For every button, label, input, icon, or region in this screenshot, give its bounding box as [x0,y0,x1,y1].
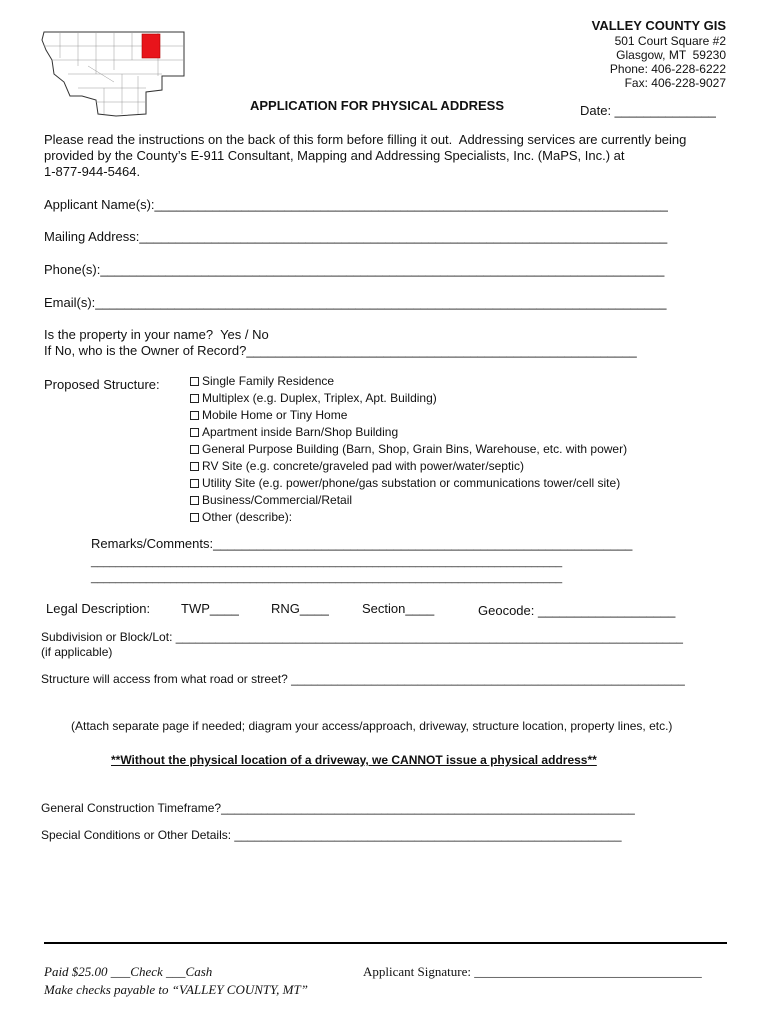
intro-line-3: 1-877-944-5464. [44,164,141,179]
org-phone: Phone: 406-228-6222 [609,62,726,76]
checkbox-icon[interactable] [190,411,199,420]
checkbox-icon[interactable] [190,428,199,437]
applicant-name-field[interactable]: Applicant Name(s):_______________________________________________________________________ [44,197,668,212]
structure-option[interactable]: General Purpose Building (Barn, Shop, Grain Bins, Warehouse, etc. with power) [190,442,627,456]
attach-note: (Attach separate page if needed; diagram your access/approach, driveway, structure location, property lines, etc.) [71,719,673,733]
payment-line[interactable]: Paid $25.00 ___Check ___Cash [44,964,213,979]
org-address1: 501 Court Square #2 [614,34,726,48]
montana-county-map-icon [38,30,186,118]
intro-line-1: Please read the instructions on the back of this form before filling it out. Addressing services are currently being [44,132,687,147]
phone-field[interactable]: Phone(s):______________________________________________________________________________ [44,262,665,277]
structure-option[interactable]: Mobile Home or Tiny Home [190,408,347,422]
org-name: VALLEY COUNTY GIS [591,18,726,33]
legal-description-label: Legal Description: [46,601,151,616]
if-applicable-note: (if applicable) [41,645,113,659]
checkbox-icon[interactable] [190,496,199,505]
mailing-address-field[interactable]: Mailing Address:_________________________________________________________________________ [44,229,668,244]
remarks-line-3[interactable]: _____________________________________________________________________________ [91,572,563,584]
checkbox-icon[interactable] [190,513,199,522]
divider [44,942,727,944]
checkbox-icon[interactable] [190,445,199,454]
property-ownership-question: Is the property in your name? Yes / No [44,327,269,342]
org-fax: Fax: 406-228-9027 [624,76,726,90]
special-conditions-field[interactable]: Special Conditions or Other Details: __________________________________________________________ [41,828,622,842]
geocode-field[interactable]: Geocode: ___________________ [478,603,676,618]
highlighted-county [142,34,160,58]
section-field[interactable]: Section____ [362,601,435,616]
subdivision-field[interactable]: Subdivision or Block/Lot: ____________________________________________________________________________ [41,630,683,644]
structure-option[interactable]: Single Family Residence [190,374,334,388]
access-road-field[interactable]: Structure will access from what road or street? ___________________________________________________________ [41,672,685,686]
structure-option[interactable]: Apartment inside Barn/Shop Building [190,425,398,439]
form-title: APPLICATION FOR PHYSICAL ADDRESS [250,98,505,113]
email-field[interactable]: Email(s):_______________________________________________________________________________ [44,295,667,310]
org-address2: Glasgow, MT 59230 [616,48,726,62]
checks-payable-note: Make checks payable to “VALLEY COUNTY, MT” [44,982,308,997]
owner-of-record-field[interactable]: If No, who is the Owner of Record?______________________________________________________ [44,343,637,358]
checkbox-icon[interactable] [190,394,199,403]
checkbox-icon[interactable] [190,479,199,488]
applicant-signature-field[interactable]: Applicant Signature: ___________________________________ [363,964,702,979]
remarks-line-2[interactable]: _____________________________________________________________________________ [91,556,563,568]
date-field[interactable]: Date: ______________ [580,103,716,118]
intro-line-2: provided by the County’s E-911 Consultant, Mapping and Addressing Specialists, Inc. (MaPS, Inc.) at [44,148,625,163]
checkbox-icon[interactable] [190,377,199,386]
structure-option[interactable]: Other (describe): [190,510,292,524]
rng-field[interactable]: RNG____ [271,601,329,616]
structure-option[interactable]: Multiplex (e.g. Duplex, Triplex, Apt. Building) [190,391,437,405]
proposed-structure-label: Proposed Structure: [44,377,160,392]
checkbox-icon[interactable] [190,462,199,471]
driveway-warning: **Without the physical location of a driveway, we CANNOT issue a physical address** [111,753,597,767]
remarks-field[interactable]: Remarks/Comments:__________________________________________________________ [91,536,633,551]
structure-option[interactable]: Business/Commercial/Retail [190,493,352,507]
structure-option[interactable]: Utility Site (e.g. power/phone/gas substation or communications tower/cell site) [190,476,620,490]
structure-option[interactable]: RV Site (e.g. concrete/graveled pad with power/water/septic) [190,459,524,473]
twp-field[interactable]: TWP____ [181,601,239,616]
construction-timeframe-field[interactable]: General Construction Timeframe?______________________________________________________________ [41,801,635,815]
